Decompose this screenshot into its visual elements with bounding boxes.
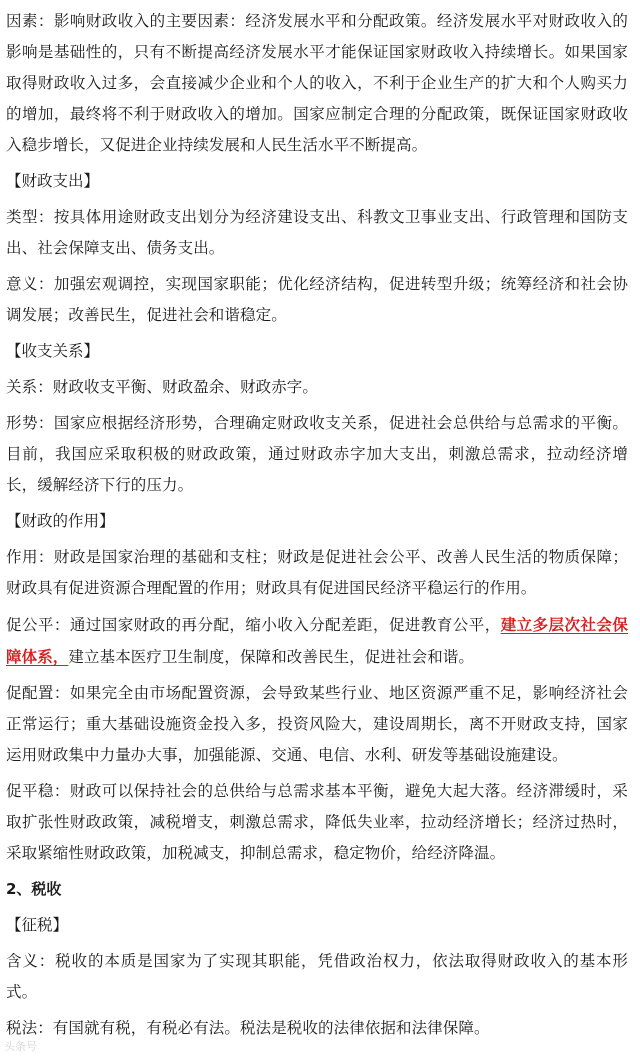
paragraph-promote-fairness [6,609,628,673]
paragraph-expenditure-significance: 意义：加强宏观调控，实现国家职能；优化经济结构，促进转型升级；统筹经济和社会协调发展；改善民生，促进社会和谐稳定。 [6,275,628,324]
paragraph-tax-meaning: 含义：税收的本质是国家为了实现其职能，凭借政治权力，依法取得财政收入的基本形式。 [6,952,628,1001]
paragraph-revenue-factors: 因素：影响财政收入的主要因素：经济发展水平和分配政策。经济发展水平对财政收入的影响是基础性的，只有不断提高经济发展水平才能保证国家财政收入持续增长。如果国家取得财政收入过多，会直接减少企业和个人的收入，不利于企业生产的扩大和个人购买力的增加，最终将不利于财政收入的增加。国家应制定合理的分配政策，既保证国家财政收入稳步增长，又促进企业持续发展和人民生活水平不断提高。 [6,12,628,154]
fairness-text-end: 建立基本医疗卫生制度，保障和改善民生，促进社会和谐。 [68,648,475,666]
heading-revenue-expenditure-relation: 【收支关系】 [6,342,100,360]
fairness-text-start: 促公平：通过国家财政的再分配，缩小收入分配差距，促进教育公平， [6,616,501,634]
paragraph-role: 作用：财政是国家治理的基础和支柱；财政是促进社会公平、改善人民生活的物质保障；财政具有促进资源合理配置的作用；财政具有促进国民经济平稳运行的作用。 [6,548,628,597]
heading-role-of-finance: 【财政的作用】 [6,512,115,530]
heading-fiscal-expenditure: 【财政支出】 [6,172,100,190]
paragraph-promote-stability: 促平稳：财政可以保持社会的总供给与总需求基本平衡，避免大起大落。经济滞缓时，采取扩张性财政政策，减税增支，刺激总需求，降低失业率，拉动经济增长；经济过热时，采取紧缩性财政政策，加税减支，抑制总需求，稳定物价，给经济降温。 [6,782,628,862]
highlighted-social-security: 建立多层次社会保障体系， [6,615,628,666]
watermark: 头条号 [4,1040,37,1053]
section-title-taxation: 2、税收 [6,880,62,898]
heading-tax-levy: 【征税】 [6,916,69,934]
paragraph-situation: 形势：国家应根据经济形势，合理确定财政收支关系，促进社会总供给与总需求的平衡。目前，我国应采取积极的财政政策，通过财政赤字加大支出，刺激总需求，拉动经济增长，缓解经济下行的压力。 [6,414,628,494]
paragraph-promote-allocation: 促配置：如果完全由市场配置资源，会导致某些行业、地区资源严重不足，影响经济社会正常运行；重大基础设施资金投入多，投资风险大，建设周期长，离不开财政支持，国家运用财政集中力量办大事，加强能源、交通、电信、水利、研发等基础设施建设。 [6,684,628,764]
paragraph-relation: 关系：财政收支平衡、财政盈余、财政赤字。 [6,378,319,396]
paragraph-expenditure-types: 类型：按具体用途财政支出划分为经济建设支出、科教文卫事业支出、行政管理和国防支出、社会保障支出、债务支出。 [6,208,628,257]
paragraph-tax-law: 税法：有国就有税，有税必有法。税法是税收的法律依据和法律保障。 [6,1019,490,1037]
